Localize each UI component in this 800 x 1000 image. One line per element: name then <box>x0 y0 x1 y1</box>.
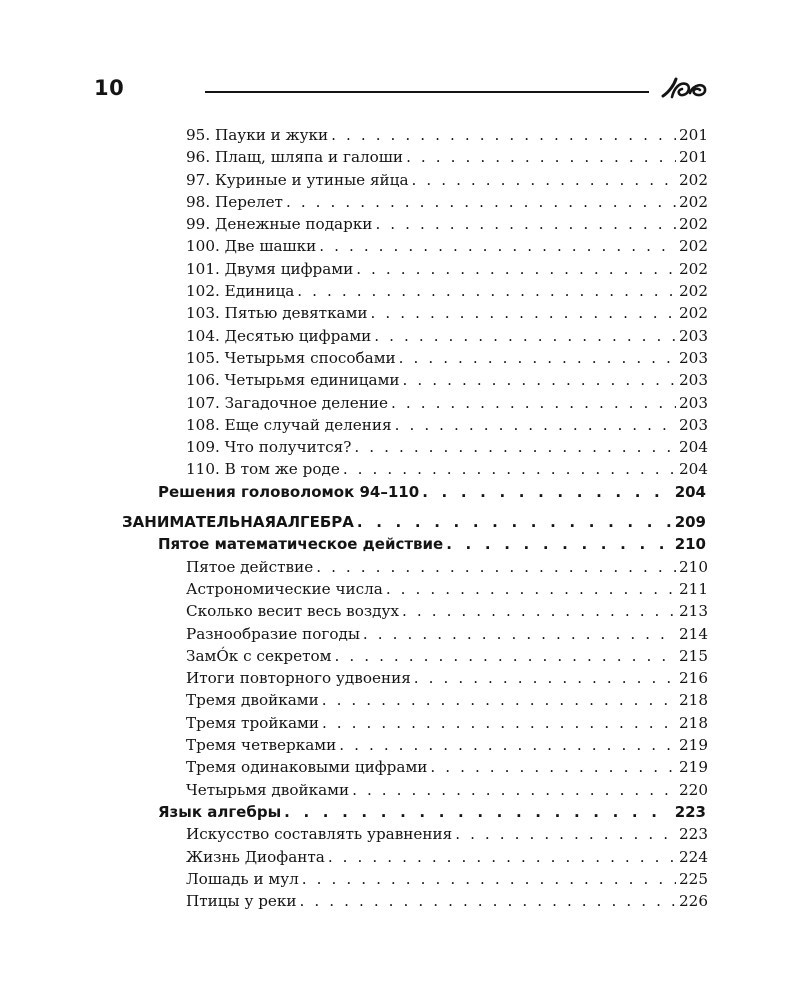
toc-title: Тремя тройками <box>186 713 319 732</box>
toc-leader <box>286 191 676 213</box>
toc-page: 201 <box>679 148 708 167</box>
toc-title: Птицы у реки <box>186 892 297 911</box>
toc-leader <box>363 623 676 645</box>
toc-row[interactable] <box>186 846 708 868</box>
toc-page: 216 <box>679 669 708 688</box>
toc-leader <box>328 846 676 868</box>
toc-row[interactable] <box>186 689 708 711</box>
toc-title: 106. Четырьмя единицами <box>186 371 400 390</box>
toc-group-algebra-language <box>0 823 800 912</box>
toc-page: 218 <box>679 713 708 732</box>
toc-page: 202 <box>679 304 708 323</box>
toc-title: Итоги повторного удвоения <box>186 669 411 688</box>
toc-row[interactable] <box>186 823 708 845</box>
toc-row[interactable] <box>186 169 708 191</box>
toc-leader <box>316 556 676 578</box>
toc-group-fifth-operation <box>0 556 800 801</box>
toc-leader <box>391 392 676 414</box>
toc-title: Разнообразие погоды <box>186 624 360 643</box>
toc-leader <box>422 481 672 503</box>
toc-row[interactable] <box>186 235 708 257</box>
toc-page: 203 <box>679 371 708 390</box>
toc-section-algebra-language[interactable] <box>158 801 706 823</box>
table-of-contents <box>0 124 800 912</box>
toc-title: Искусство составлять уравнения <box>186 825 453 844</box>
toc-row[interactable] <box>186 213 708 235</box>
toc-row[interactable] <box>186 414 708 436</box>
toc-title: 97. Куриные и утиные яйца <box>186 170 409 189</box>
toc-title: Тремя одинаковыми цифрами <box>186 758 428 777</box>
toc-row[interactable] <box>186 436 708 458</box>
toc-page: 223 <box>674 802 706 821</box>
toc-row[interactable] <box>186 600 708 622</box>
toc-title: 108. Еще случай деления <box>186 415 392 434</box>
toc-row[interactable] <box>186 890 708 912</box>
header-rule <box>205 91 649 93</box>
toc-leader <box>339 734 676 756</box>
toc-group-puzzles <box>0 124 800 481</box>
toc-row[interactable] <box>186 325 708 347</box>
toc-title: 105. Четырьмя способами <box>186 348 396 367</box>
toc-leader <box>331 124 676 146</box>
toc-row[interactable] <box>186 623 708 645</box>
toc-leader <box>354 436 676 458</box>
toc-page: 219 <box>679 758 708 777</box>
toc-page: 204 <box>674 482 706 501</box>
toc-page: 202 <box>679 259 708 278</box>
toc-title: 99. Денежные подарки <box>186 215 373 234</box>
toc-page: 215 <box>679 646 708 665</box>
toc-title: Жизнь Диофанта <box>186 847 325 866</box>
toc-title: Тремя четверками <box>186 736 337 755</box>
toc-row[interactable] <box>186 667 708 689</box>
toc-leader <box>406 146 676 168</box>
toc-row[interactable] <box>186 868 708 890</box>
toc-page: 204 <box>679 438 708 457</box>
toc-page: 226 <box>679 892 708 911</box>
toc-page: 220 <box>679 780 708 799</box>
toc-row[interactable] <box>186 712 708 734</box>
toc-leader <box>402 600 676 622</box>
toc-title: 102. Единица <box>186 282 295 301</box>
page-number: 10 <box>94 76 125 100</box>
toc-title: Астрономические числа <box>186 579 383 598</box>
toc-title: 109. Что получится? <box>186 438 352 457</box>
toc-page: 203 <box>679 415 708 434</box>
toc-page: 218 <box>679 691 708 710</box>
toc-row[interactable] <box>186 458 708 480</box>
toc-page: 210 <box>674 535 706 554</box>
toc-page: 209 <box>674 513 706 532</box>
toc-page: 202 <box>679 282 708 301</box>
toc-leader <box>297 280 676 302</box>
toc-title: ЗАНИМАТЕЛЬНАЯАЛГЕБРА <box>122 513 354 532</box>
toc-leader <box>322 689 676 711</box>
toc-leader <box>284 801 672 823</box>
toc-title: 98. Перелет <box>186 192 283 211</box>
toc-leader <box>386 578 676 600</box>
toc-section-solutions[interactable] <box>158 481 706 503</box>
toc-row[interactable] <box>186 280 708 302</box>
toc-row[interactable] <box>186 645 708 667</box>
toc-row[interactable] <box>186 191 708 213</box>
toc-leader <box>357 511 672 533</box>
toc-row[interactable] <box>186 756 708 778</box>
toc-row[interactable] <box>186 392 708 414</box>
toc-page: 223 <box>679 825 708 844</box>
toc-page: 203 <box>679 348 708 367</box>
toc-leader <box>412 169 676 191</box>
toc-page: 210 <box>679 557 708 576</box>
toc-title: Тремя двойками <box>186 691 319 710</box>
toc-row[interactable] <box>186 124 708 146</box>
toc-page: 224 <box>679 847 708 866</box>
toc-row[interactable] <box>186 578 708 600</box>
toc-leader <box>343 458 676 480</box>
toc-section-fifth-operation[interactable] <box>158 533 706 555</box>
toc-title: Пятое математическое действие <box>158 535 444 554</box>
toc-row[interactable] <box>186 556 708 578</box>
toc-row[interactable] <box>186 369 708 391</box>
toc-leader <box>371 302 676 324</box>
toc-title: Пятое действие <box>186 557 314 576</box>
toc-page: 203 <box>679 393 708 412</box>
toc-title: 104. Десятью цифрами <box>186 326 372 345</box>
section-gap <box>0 503 800 511</box>
toc-page: 213 <box>679 602 708 621</box>
toc-leader <box>319 235 676 257</box>
toc-page: 202 <box>679 170 708 189</box>
toc-leader <box>356 258 676 280</box>
toc-page: 211 <box>679 579 708 598</box>
toc-title: 96. Плащ, шляпа и галоши <box>186 148 404 167</box>
toc-row[interactable] <box>186 734 708 756</box>
toc-title: Язык алгебры <box>158 802 282 821</box>
toc-title: Лошадь и мул <box>186 869 299 888</box>
toc-leader <box>375 213 676 235</box>
toc-part-heading[interactable] <box>122 511 706 533</box>
toc-title: 95. Пауки и жуки <box>186 126 329 144</box>
toc-leader <box>403 369 676 391</box>
toc-title: Сколько весит весь воздух <box>186 602 400 621</box>
toc-leader <box>399 347 676 369</box>
toc-row[interactable] <box>186 258 708 280</box>
page-header <box>0 0 800 110</box>
toc-page: 202 <box>679 215 708 234</box>
toc-leader <box>395 414 676 436</box>
toc-leader <box>302 868 676 890</box>
toc-title: 110. В том же роде <box>186 460 340 479</box>
toc-page: 202 <box>679 237 708 256</box>
toc-title: 101. Двумя цифрами <box>186 259 354 278</box>
toc-leader <box>430 756 676 778</box>
toc-row[interactable] <box>186 347 708 369</box>
toc-page: 225 <box>679 869 708 888</box>
toc-title: ЗамÓк с секретом <box>186 646 332 665</box>
toc-leader <box>335 645 677 667</box>
toc-leader <box>300 890 676 912</box>
toc-row[interactable] <box>186 779 708 801</box>
toc-row[interactable] <box>186 146 708 168</box>
toc-leader <box>374 325 676 347</box>
swirl-ornament-icon <box>660 76 708 100</box>
toc-title: 103. Пятью девятками <box>186 304 368 323</box>
toc-leader <box>446 533 671 555</box>
toc-page: 202 <box>679 192 708 211</box>
toc-page: 219 <box>679 736 708 755</box>
toc-page: 201 <box>679 126 708 144</box>
toc-title: 100. Две шашки <box>186 237 317 256</box>
toc-leader <box>414 667 676 689</box>
toc-title: Решения головоломок 94–110 <box>158 482 420 501</box>
toc-leader <box>352 779 676 801</box>
toc-title: 107. Загадочное деление <box>186 393 388 412</box>
toc-title: Четырьмя двойками <box>186 780 350 799</box>
toc-row[interactable] <box>186 302 708 324</box>
toc-leader <box>455 823 676 845</box>
toc-page: 214 <box>679 624 708 643</box>
toc-page: 203 <box>679 326 708 345</box>
toc-page: 204 <box>679 460 708 479</box>
toc-leader <box>322 712 676 734</box>
